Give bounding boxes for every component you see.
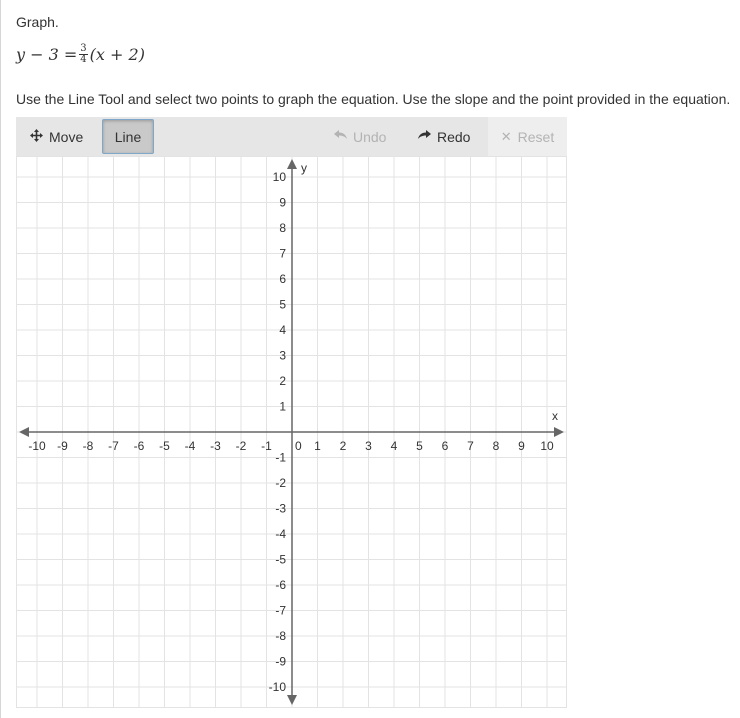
y-axis-arrow-down: [287, 695, 297, 705]
y-axis-arrow-up: [287, 159, 297, 169]
x-tick-label: 6: [441, 439, 449, 453]
x-tick-label: -8: [82, 439, 94, 453]
x-tick-label: -3: [210, 439, 221, 453]
move-tool-button[interactable]: [30, 117, 83, 156]
origin-label: 0: [295, 439, 302, 453]
x-tick-label: 9: [518, 439, 525, 453]
y-tick-label: -8: [275, 629, 286, 643]
x-tick-label: -7: [108, 439, 119, 453]
x-tick-label: 8: [492, 439, 500, 453]
reset-button[interactable]: [488, 117, 567, 156]
y-tick-label: 4: [279, 323, 286, 337]
x-tick-label: 2: [339, 439, 347, 453]
y-tick-label: -7: [275, 603, 286, 618]
undo-label: Undo: [353, 128, 387, 145]
y-tick-label: -1: [275, 450, 286, 465]
y-tick-label: 3: [279, 348, 286, 363]
x-tick-label: 5: [416, 439, 423, 453]
y-tick-label: 9: [279, 195, 286, 210]
y-tick-label: -9: [275, 654, 286, 669]
x-tick-label: -6: [133, 439, 145, 453]
y-tick-label: -2: [275, 476, 286, 490]
y-tick-label: -5: [275, 552, 286, 567]
redo-icon: [418, 129, 431, 144]
x-axis-arrow-left: [19, 427, 29, 437]
y-tick-label: 8: [279, 221, 286, 235]
fraction-numerator: 3: [80, 43, 87, 54]
x-tick-label: -1: [261, 439, 272, 453]
equation: [16, 44, 145, 65]
y-tick-label: -6: [275, 578, 286, 592]
x-tick-label: 3: [365, 439, 372, 453]
equation-fraction: [79, 44, 87, 65]
undo-button[interactable]: [334, 117, 386, 156]
y-tick-label: -4: [275, 527, 286, 541]
y-tick-label: 5: [279, 297, 286, 312]
coordinate-grid[interactable]: [16, 156, 567, 708]
x-tick-label: -5: [159, 439, 170, 453]
redo-button[interactable]: [418, 117, 470, 156]
x-tick-label: -10: [28, 439, 46, 453]
undo-icon: [334, 129, 347, 144]
y-tick-label: 10: [272, 170, 286, 184]
x-tick-label: 1: [314, 439, 321, 453]
left-border: [0, 0, 1, 718]
y-tick-label: 6: [279, 272, 286, 286]
line-tool-button[interactable]: [102, 119, 154, 154]
move-tool-label: Move: [49, 128, 84, 145]
x-axis-arrow-right: [554, 427, 564, 437]
redo-label: Redo: [437, 128, 471, 145]
x-tick-label: 10: [540, 439, 554, 453]
move-icon: [30, 129, 43, 145]
x-tick-label: 4: [390, 439, 398, 453]
graph-area[interactable]: [16, 156, 567, 708]
x-tick-label: 7: [467, 439, 474, 453]
reset-label: Reset: [517, 128, 555, 145]
line-tool-label: Line: [114, 128, 142, 145]
y-tick-label: 2: [279, 374, 286, 388]
y-tick-label: -3: [275, 501, 286, 516]
x-tick-label: -2: [235, 439, 247, 453]
graph-toolbar: [16, 117, 567, 156]
y-tick-label: -10: [268, 680, 286, 694]
equation-rhs: (x + 2): [89, 45, 145, 64]
instructions-text: Use the Line Tool and select two points to graph the equation. Use the slope and the point provided in the equation.: [16, 91, 731, 107]
x-tick-label: -4: [184, 439, 196, 453]
y-axis-label: y: [301, 161, 307, 175]
fraction-denominator: 4: [80, 54, 87, 65]
y-tick-label: 1: [279, 399, 286, 414]
y-tick-label: 7: [279, 246, 286, 261]
x-axis-label: x: [552, 409, 558, 423]
x-tick-label: -9: [57, 439, 68, 453]
close-icon: ✕: [500, 128, 512, 144]
question-prompt: Graph.: [16, 14, 59, 30]
equation-lhs: y − 3 =: [16, 45, 78, 64]
